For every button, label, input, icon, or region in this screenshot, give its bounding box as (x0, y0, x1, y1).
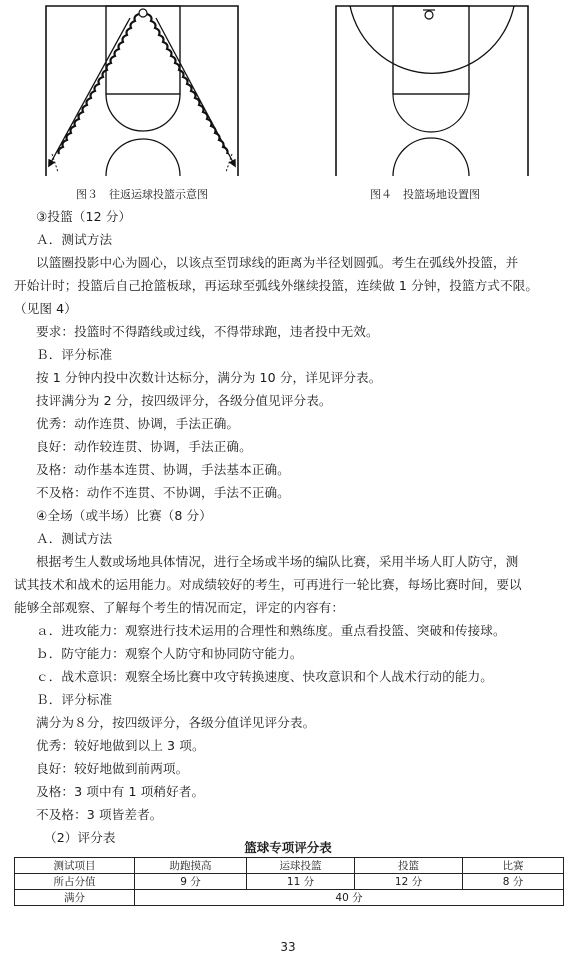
paragraph-line: 满分为８分，按四级评分，各级分值详见评分表。 (36, 715, 316, 730)
grade-line: 不及格：3 项皆差者。 (36, 807, 163, 822)
table-title: 篮球专项评分表 (244, 840, 332, 855)
subheading-scoring-standard: Ｂ．评分标准 (36, 347, 113, 362)
subheading-test-method: Ａ．测试方法 (36, 232, 113, 247)
section-heading-game: ④全场（或半场）比赛（8 分） (36, 508, 212, 523)
table-row (15, 874, 564, 890)
grade-line: 良好：较好地做到前两项。 (36, 761, 189, 776)
grade-line: 及格：3 项中有 1 项稍好者。 (36, 784, 205, 799)
criterion-line: ｃ．战术意识：观察全场比赛中攻守转换速度、快攻意识和个人战术行动的能力。 (36, 669, 493, 684)
paragraph-line: （见图 4） (14, 301, 77, 316)
criterion-line: ｂ．防守能力：观察个人防守和协同防守能力。 (36, 646, 303, 661)
table-cell: 11 分 (247, 874, 355, 890)
paragraph-line: 试其技术和战术的运用能力。对成绩较好的考生，可再进行一轮比赛，每场比赛时间，要以 (14, 577, 522, 592)
table-header-cell: 测试项目 (15, 858, 135, 874)
table-cell: 8 分 (463, 874, 564, 890)
paragraph-line: 开始计时；投篮后自己抢篮板球，再运球至弧线外继续投篮，连续做 1 分钟，投篮方式不限。 (14, 278, 539, 293)
figure-4-shooting-court-diagram (334, 4, 530, 180)
paragraph-line: 以篮圈投影中心为圆心，以该点至罚球线的距离为半径划圆弧。考生在弧线外投篮，并 (36, 255, 519, 270)
page-number: 33 (280, 940, 296, 954)
table-cell-total: 40 分 (135, 890, 564, 906)
table-cell: 9 分 (135, 874, 247, 890)
table-cell: 所占分值 (15, 874, 135, 890)
table-header-cell: 运球投篮 (247, 858, 355, 874)
subheading-test-method: Ａ．测试方法 (36, 531, 113, 546)
paragraph-line: 能够全部观察、了解每个考生的情况而定，评定的内容有： (14, 600, 345, 615)
section-heading-shooting: ③投篮（12 分） (36, 209, 132, 224)
figure-3-dribble-layup-diagram (44, 4, 240, 180)
grade-line: 及格：动作基本连贯、协调，手法基本正确。 (36, 462, 290, 477)
figure-3-caption: 图３ 往返运球投篮示意图 (76, 188, 208, 201)
grade-line: 良好：动作较连贯、协调，手法正确。 (36, 439, 252, 454)
table-cell: 12 分 (355, 874, 463, 890)
paragraph-line: 按 1 分钟内投中次数计达标分，满分为 10 分，详见评分表。 (36, 370, 382, 385)
table-header-cell: 投篮 (355, 858, 463, 874)
criterion-line: ａ．进攻能力：观察进行技术运用的合理性和熟练度。重点看投篮、突破和传接球。 (36, 623, 506, 638)
grade-line: 优秀：动作连贯、协调，手法正确。 (36, 416, 240, 431)
paragraph-line: 根据考生人数或场地具体情况，进行全场或半场的编队比赛，采用半场人盯人防守，测 (36, 554, 519, 569)
figure-4-caption: 图４ 投篮场地设置图 (370, 188, 480, 201)
paragraph-line: 技评满分为 2 分，按四级评分，各级分值见评分表。 (36, 393, 332, 408)
table-row (15, 890, 564, 906)
score-table (14, 857, 564, 906)
table-header-cell: 比赛 (463, 858, 564, 874)
requirement-line: 要求：投篮时不得踏线或过线，不得带球跑，违者投中无效。 (36, 324, 379, 339)
table-row (15, 858, 564, 874)
subheading-scoring-standard: Ｂ．评分标准 (36, 692, 113, 707)
table-header-cell: 助跑摸高 (135, 858, 247, 874)
table-cell: 满分 (15, 890, 135, 906)
grade-line: 不及格：动作不连贯、不协调，手法不正确。 (36, 485, 290, 500)
grade-line: 优秀：较好地做到以上 3 项。 (36, 738, 205, 753)
subheading-score-table: （2）评分表 (44, 830, 116, 845)
